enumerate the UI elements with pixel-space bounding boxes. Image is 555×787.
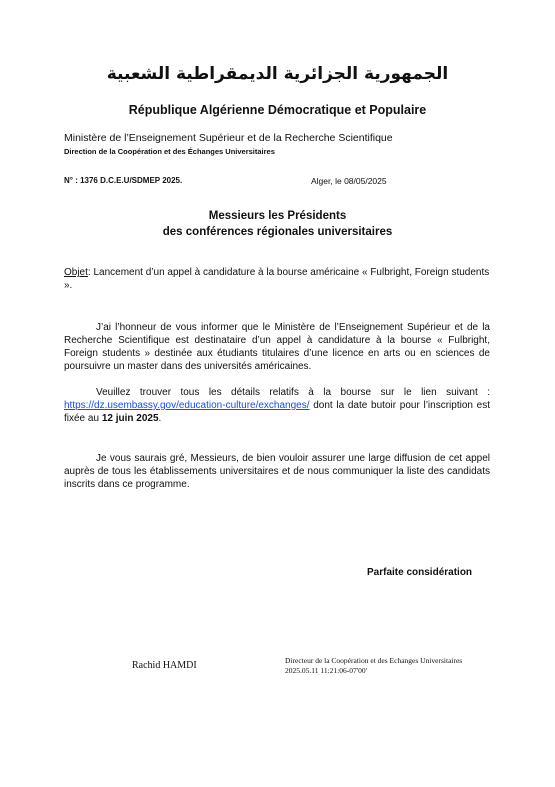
ministry-line: Ministère de l’Enseignement Supérieur et de la Recherche Scientifique [64,132,393,144]
objet-line [64,266,494,292]
exchanges-link[interactable]: https://dz.usembassy.gov/education-culture/exchanges/ [64,400,310,411]
reference-number: N° : 1376 D.C.E.U/SDMEP 2025. [64,176,183,185]
digital-signature-timestamp: 2025.05.11 11:21:06-07'00' [285,666,367,675]
signatory-name: Rachid HAMDI [132,660,197,671]
direction-line: Direction de la Coopération et des Échanges Universitaires [64,147,275,156]
republic-title: République Algérienne Démocratique et Populaire [128,103,427,117]
paragraph-2-end: . [158,413,162,424]
body-paragraph-2 [64,386,490,425]
paragraph-2-middle: dont la date butoir pour l’inscription est fixée au [64,400,490,424]
deadline-date: 12 juin 2025 [101,413,159,424]
addressee-line-2: des conférences régionales universitaires [162,226,393,238]
closing-formula: Parfaite considération [367,567,473,578]
body-paragraph-1: J’ai l’honneur de vous informer que le Ministère de l’Enseignement Supérieur et de la Recherche Scientifique est destinataire d’un appel à candidature à la bourse « Fulbright, Foreign students » destinée aux étudiants titulaires d’une licence en arts ou en sciences de poursuivre un master dans des universités américaines. [64,322,490,372]
objet-text: : Lancement d’un appel à candidature à la bourse américaine « Fulbright, Foreign students ». [64,267,490,291]
addressee [0,208,555,240]
body-paragraph-3: Je vous saurais gré, Messieurs, de bien vouloir assurer une large diffusion de cet appel auprès de tous les établissements universitaires et de nous communiquer la liste des candidats inscrits dans ce programme. [64,453,490,490]
digital-signature [285,656,525,676]
addressee-line-1: Messieurs les Présidents [208,210,347,222]
arabic-title: الجمهورية الجزائرية الديمقراطية الشعبية [106,64,449,84]
objet-label: Objet [64,267,88,278]
date-line: Alger, le 08/05/2025 [311,176,387,186]
paragraph-2-start: Veuillez trouver tous les détails relatifs à la bourse sur le lien suivant : [96,387,490,398]
digital-signature-title: Directeur de la Coopération et des Echanges Universitaires [285,656,463,665]
